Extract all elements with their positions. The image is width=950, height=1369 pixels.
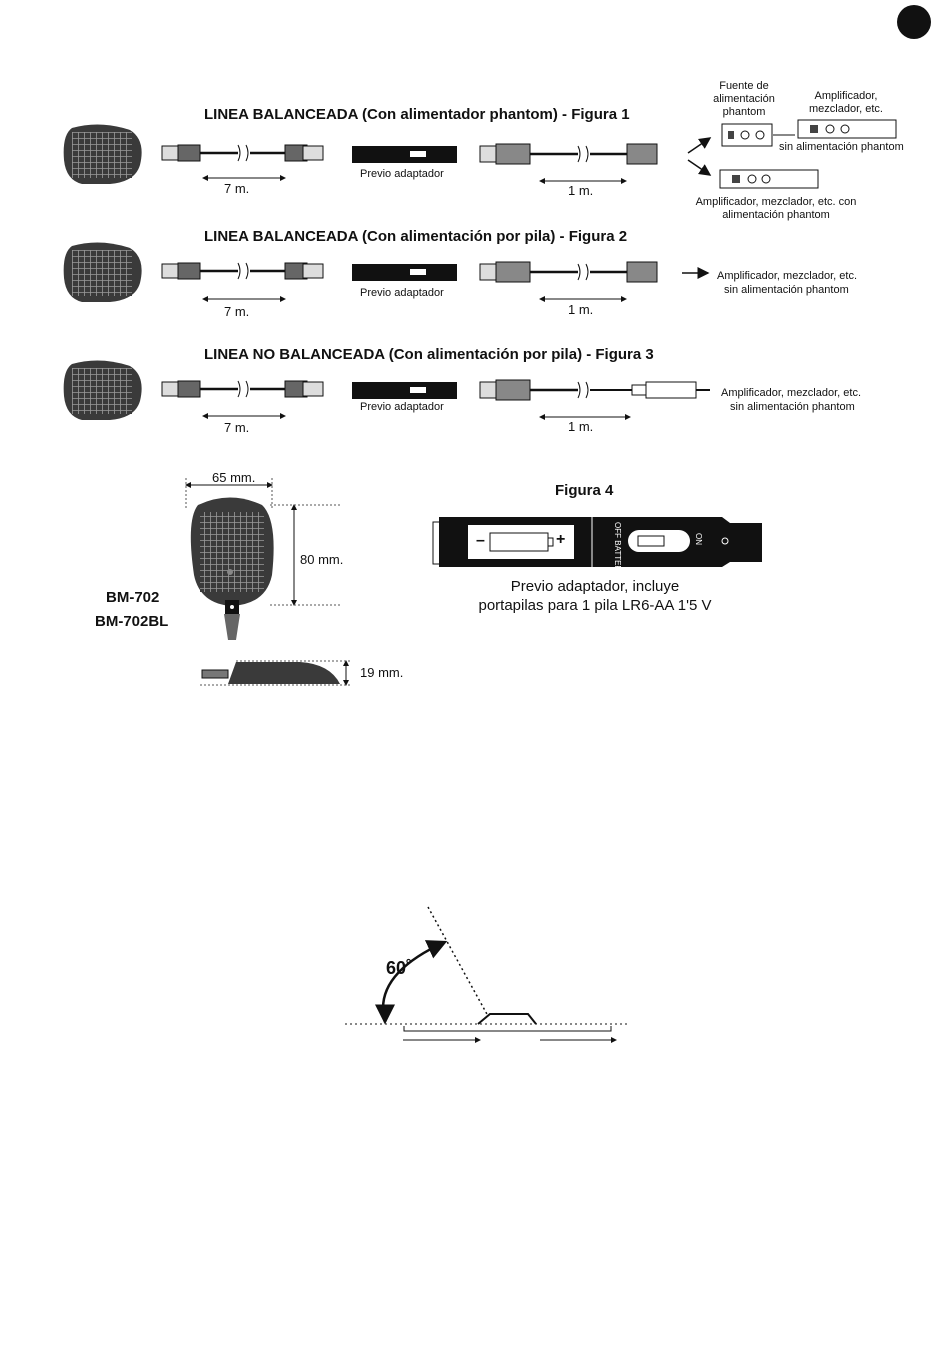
battery-minus-sign: –	[476, 532, 485, 549]
figure3-adapter-label: Previo adaptador	[360, 401, 444, 413]
figure2-heading: LINEA BALANCEADA (Con alimentación por pila) - Figura 2	[204, 228, 628, 245]
dimension-width: 65 mm.	[212, 470, 256, 485]
figure1-amp-bottom-label: Amplificador, mezclador, etc. con alimentación phantom	[695, 196, 857, 221]
figure4-caption-line2: portapilas para 1 pila LR6-AA 1'5 V	[478, 597, 712, 614]
figure2-adapter-label: Previo adaptador	[360, 287, 444, 299]
figure2-amp-label: Amplificador, mezclador, etc.	[717, 270, 858, 282]
figure3-cable-length-1: 7 m.	[224, 420, 250, 435]
figure1-amp-top-label: Amplificador, mezclador, etc.	[809, 90, 883, 115]
figure2-cable-length-2: 1 m.	[568, 302, 594, 317]
switch-off-battery-label	[600, 522, 622, 576]
switch-off-label: OFF	[613, 522, 622, 538]
figure1-cable-length-2: 1 m.	[568, 183, 594, 198]
dimension-depth: 19 mm.	[360, 665, 404, 680]
figure1-cable-length-1: 7 m.	[224, 181, 250, 196]
microphone-dimension-drawing	[186, 478, 352, 685]
figure2-amp-note: sin alimentación phantom	[724, 284, 849, 296]
figure2-cable-length-1: 7 m.	[224, 304, 250, 319]
switch-battery-label: BATTERY	[613, 540, 622, 577]
figure3-heading: LINEA NO BALANCEADA (Con alimentación por pila) - Figura 3	[204, 346, 654, 363]
figure1-drawing	[64, 120, 896, 188]
model-name-1: BM-702	[106, 589, 160, 606]
figure1-adapter-label: Previo adaptador	[360, 168, 444, 180]
angle-label: 60˚	[386, 958, 413, 978]
figure3-amp-note: sin alimentación phantom	[730, 401, 855, 413]
figure3-cable-length-2: 1 m.	[568, 419, 594, 434]
figure4-caption-line1: Previo adaptador, incluye	[510, 578, 680, 595]
dimension-height: 80 mm.	[300, 552, 344, 567]
figure1-amp-top-note: sin alimentación phantom	[779, 141, 904, 153]
figure1-heading: LINEA BALANCEADA (Con alimentador phantom) - Figura 1	[204, 106, 630, 123]
phantom-supply-label: Fuente de alimentación phantom	[713, 80, 775, 118]
figure3-amp-label: Amplificador, mezclador, etc.	[721, 387, 862, 399]
figure4-title: Figura 4	[555, 482, 614, 499]
battery-plus-sign: +	[556, 531, 566, 548]
switch-on-label: ON	[694, 533, 703, 545]
model-name-2: BM-702BL	[95, 613, 169, 630]
